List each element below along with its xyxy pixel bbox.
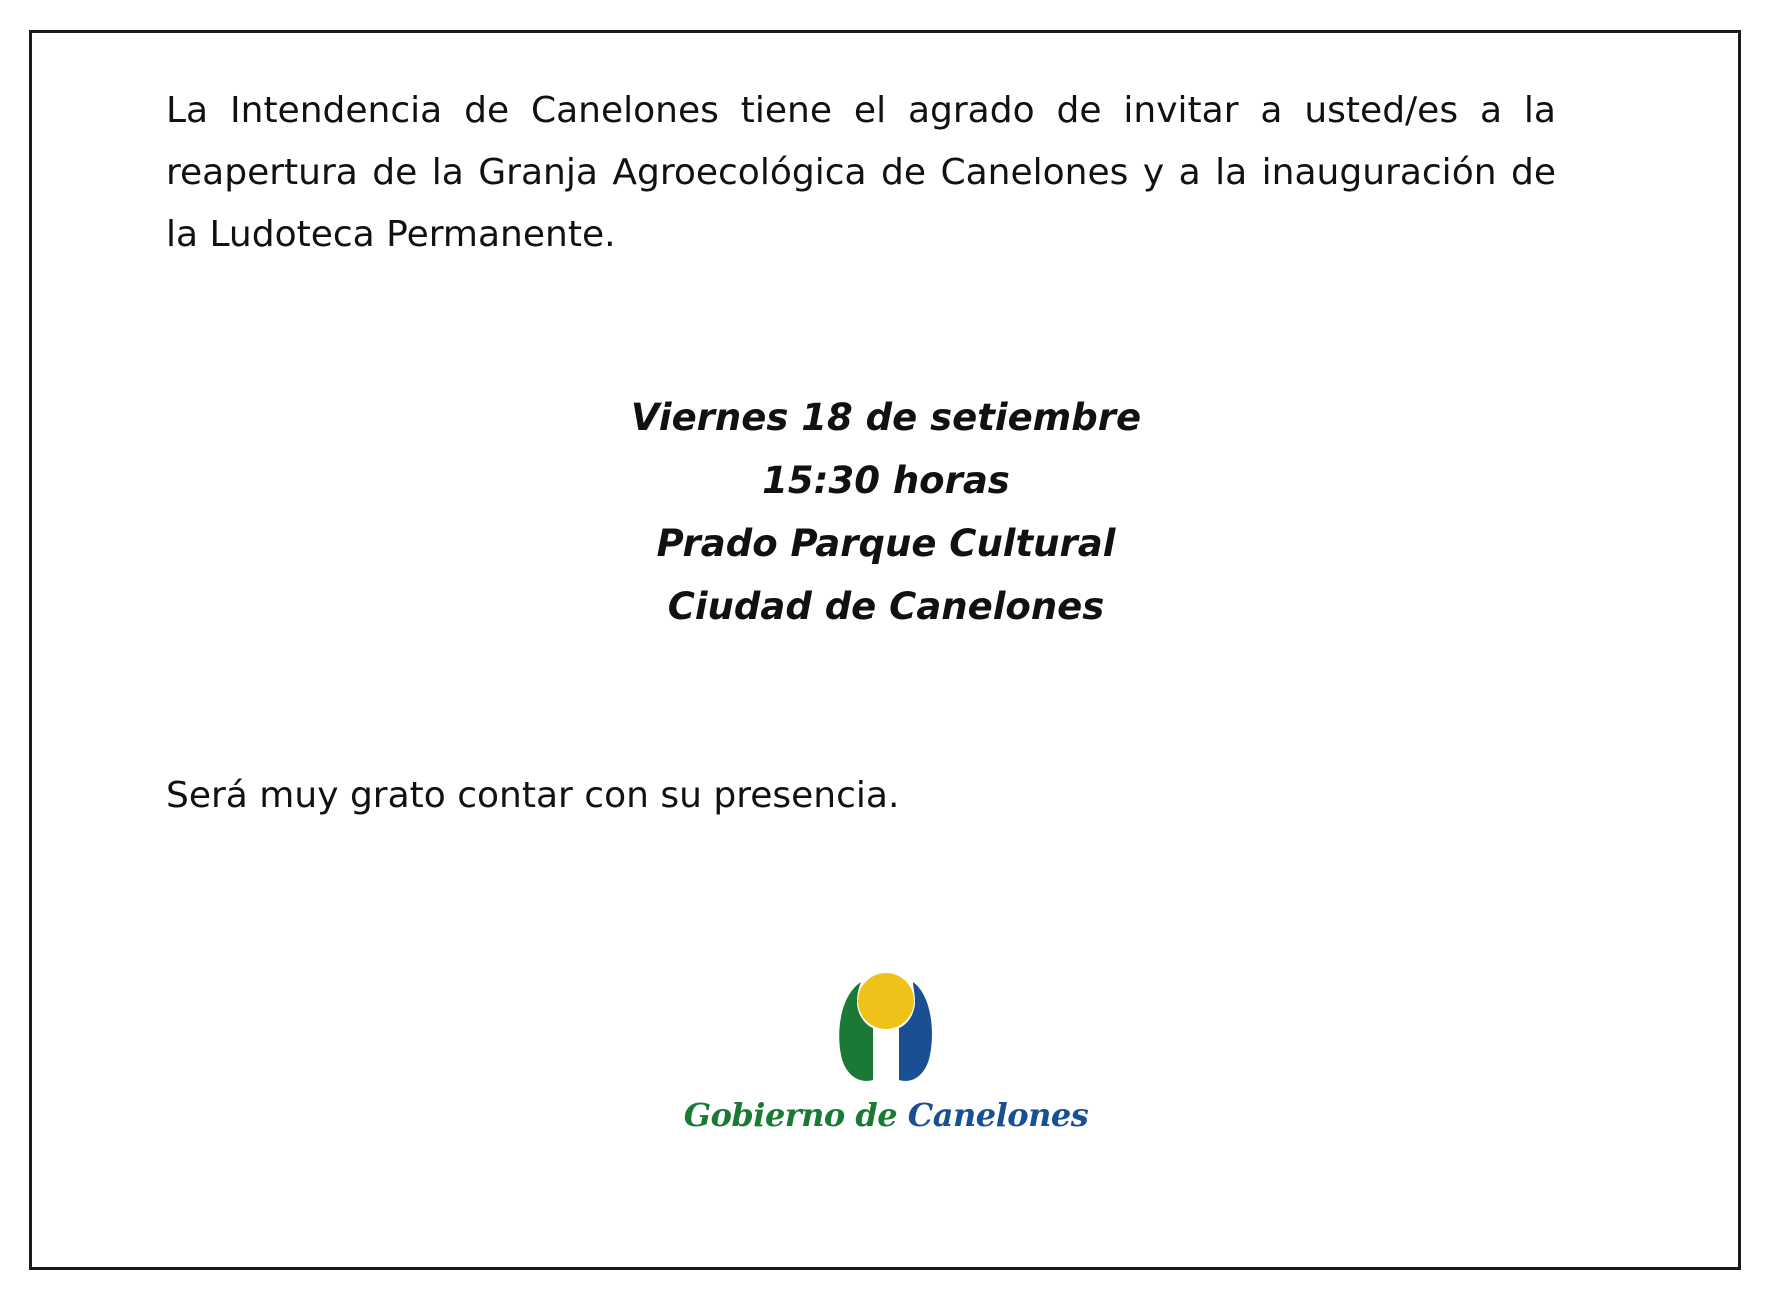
event-city: Ciudad de Canelones xyxy=(667,585,1105,628)
event-date: Viernes 18 de setiembre xyxy=(630,396,1142,439)
canelones-emblem-icon xyxy=(831,970,941,1090)
event-details xyxy=(0,386,1772,638)
closing-text: Será muy grato contar con su presencia. xyxy=(166,775,900,816)
event-venue: Prado Parque Cultural xyxy=(656,522,1116,565)
logo-wordmark xyxy=(0,1096,1772,1134)
emblem-sun xyxy=(858,973,914,1029)
gobierno-de-canelones-logo xyxy=(0,970,1772,1134)
logo-wordmark-canelones: Canelones xyxy=(907,1096,1089,1134)
invitation-intro-text: La Intendencia de Canelones tiene el agrado de invitar a usted/es a la reapertura de la Granja Agroecológica de Canelones y a la inauguración de la Ludoteca Permanente. xyxy=(166,90,1556,255)
logo-wordmark-gobierno: Gobierno de xyxy=(683,1096,908,1134)
event-time: 15:30 horas xyxy=(762,459,1010,502)
